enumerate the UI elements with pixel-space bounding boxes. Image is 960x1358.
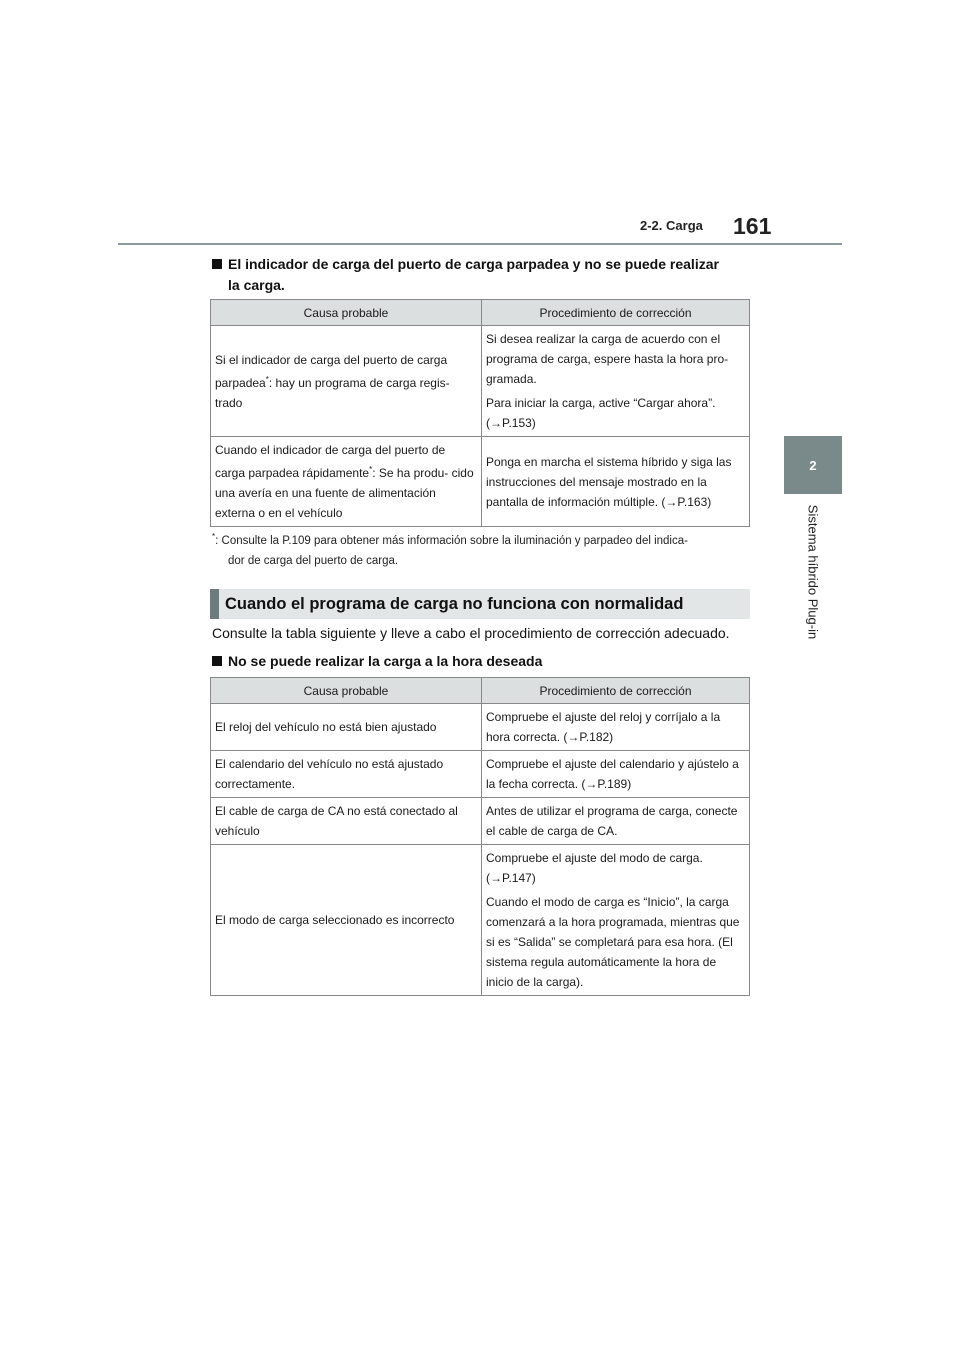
section-title: Cuando el programa de carga no funciona con normalidad xyxy=(210,589,750,619)
footnote xyxy=(212,527,752,571)
fix-text: Antes de utilizar el programa de carga, conecte el cable de carga de CA. xyxy=(486,804,738,838)
page-number: 161 xyxy=(733,213,772,239)
section-header: 2-2. Carga xyxy=(640,218,703,233)
table-cell-fix xyxy=(482,437,750,527)
column-header-fix: Procedimiento de corrección xyxy=(482,678,750,704)
fix-text: Ponga en marcha el sistema híbrido y siga las instrucciones del mensaje mostrado en la pantalla de información múltiple. (→P.163) xyxy=(486,454,732,509)
column-header-fix: Procedimiento de corrección xyxy=(482,300,750,326)
table-cell-cause: El calendario del vehículo no está ajustado correctamente. xyxy=(211,751,482,798)
fix-text: Cuando el modo de carga es “Inicio”, la carga comenzará a la hora programada, mientras que si es “Salida” se completará para esa hora. (El sistema regula automáticamente la hora de inicio de la carga). xyxy=(486,895,740,989)
table-row xyxy=(211,437,750,527)
table-cell-cause: El modo de carga seleccionado es incorrecto xyxy=(211,845,482,996)
subsection-title-2 xyxy=(212,651,542,672)
fix-text: Si desea realizar la carga de acuerdo con el programa de carga, espere hasta la hora pro- gramada. xyxy=(486,332,729,386)
cause-text: Cuando el indicador de carga del puerto de xyxy=(215,443,446,457)
table-row xyxy=(211,751,750,798)
table-header-row xyxy=(211,678,750,704)
fix-text: Compruebe el ajuste del calendario y ajústelo a la fecha correcta. (→P.189) xyxy=(486,757,739,791)
chapter-tab-label: Sistema híbrido Plug-in xyxy=(805,504,821,640)
column-header-cause: Causa probable xyxy=(211,300,482,326)
cause-text: cido una avería en una fuente de alimentación externa o en el vehículo xyxy=(215,466,474,520)
cause-text: trado xyxy=(215,395,243,410)
footnote-mark: * xyxy=(369,465,373,474)
table-cell-cause: El cable de carga de CA no está conectado al vehículo xyxy=(211,798,482,845)
table-row xyxy=(211,798,750,845)
table-cell-fix xyxy=(482,751,750,798)
square-bullet-icon xyxy=(212,656,222,666)
fix-text: Compruebe el ajuste del reloj y corríjalo a la hora correcta. (→P.182) xyxy=(486,710,721,744)
table-cell-fix xyxy=(482,845,750,996)
table-cell-fix xyxy=(482,326,750,437)
table-cell-fix xyxy=(482,798,750,845)
cause-text: parpadea xyxy=(215,375,266,390)
table-cell-cause: El reloj del vehículo no está bien ajustado xyxy=(211,704,482,751)
cause-text: : hay un programa de carga regis- xyxy=(268,375,450,390)
cause-text: : Se ha produ- xyxy=(372,466,449,480)
table-row xyxy=(211,326,750,437)
table-charging-schedule xyxy=(210,677,750,996)
table-cell-cause xyxy=(211,326,482,437)
subsection-title-1 xyxy=(212,254,752,296)
cause-text: Si el indicador de carga del puerto de carga xyxy=(215,352,448,367)
table-cell-fix xyxy=(482,704,750,751)
chapter-tab: 2 xyxy=(784,436,842,494)
section-intro: Consulte la tabla siguiente y lleve a cabo el procedimiento de corrección adecuado. xyxy=(212,625,730,641)
cause-text: carga parpadea rápidamente xyxy=(215,466,370,480)
table-header-row xyxy=(211,300,750,326)
footnote-mark: * xyxy=(265,374,269,384)
table-row xyxy=(211,845,750,996)
subsection-title-2-text: No se puede realizar la carga a la hora deseada xyxy=(228,653,543,669)
footnote-text: : Consulte la P.109 para obtener más información sobre la iluminación y parpadeo del indica- xyxy=(215,534,688,547)
footnote-text: dor de carga del puerto de carga. xyxy=(228,554,399,567)
table-cell-cause xyxy=(211,437,482,527)
column-header-cause: Causa probable xyxy=(211,678,482,704)
table-row xyxy=(211,704,750,751)
fix-text: Para iniciar la carga, active “Cargar ahora”. (→P.153) xyxy=(486,396,716,430)
header-rule xyxy=(118,243,842,245)
subsection-title-1-line2: la carga. xyxy=(228,277,285,293)
fix-text: Compruebe el ajuste del modo de carga. (→P.147) xyxy=(486,851,703,885)
footnote-mark: * xyxy=(212,532,216,541)
subsection-title-1-line1: El indicador de carga del puerto de carga parpadea y no se puede realizar xyxy=(228,256,719,272)
square-bullet-icon xyxy=(212,259,222,269)
table-charging-port-indicator xyxy=(210,299,750,527)
